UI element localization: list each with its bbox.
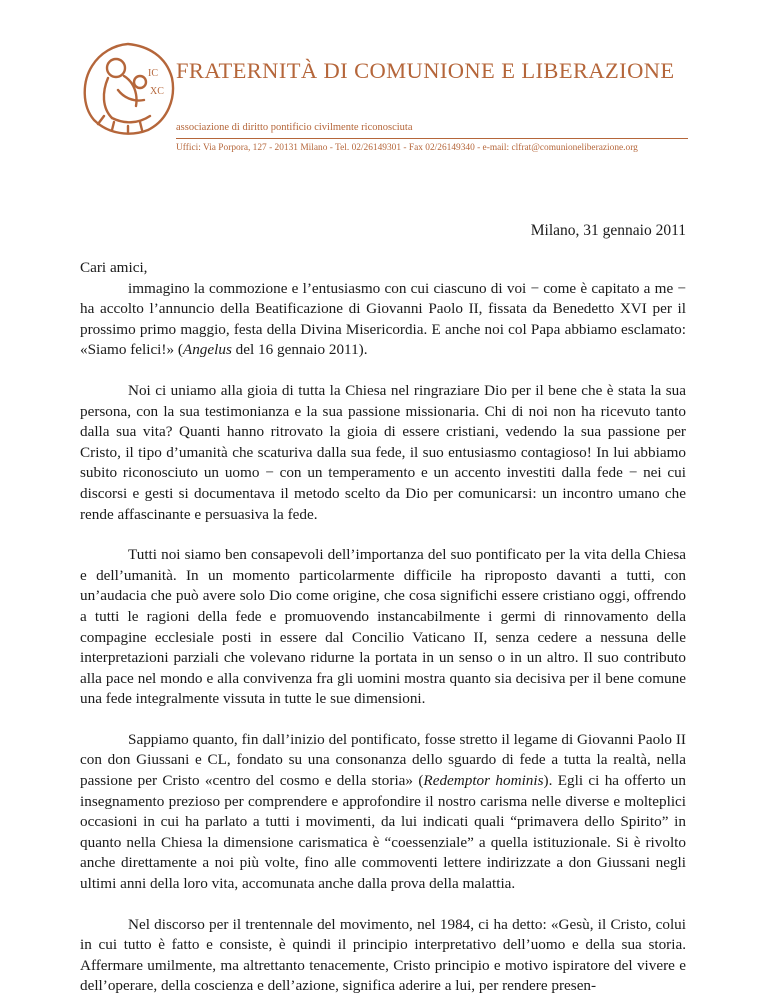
paragraph-2: Noi ci uniamo alla gioia di tutta la Chiesa nel ringraziare Dio per il bene che è stata la sua persona, con la sua testimonianza e la sua passione missionaria. Chi di noi non ha ricevuto tanto dalla sua vita? Quanti hanno ritrovato la gioia di essere cristiani, vedendo la sua passione per Cristo, il tipo d’umanità che scaturiva dalla sua fede, il suo entusiasmo contagioso! In lui abbiamo subito riconosciuto un uomo − con un temperamento e un accento investiti dalla fede − nei cui discorsi e gesti si documentava il metodo scelto da Dio per comunicarsi: un incontro umano che rende affascinante e persuasiva la fede. [80,381,686,523]
paragraph-4-text-end: ). Egli ci ha offerto un insegnamento prezioso per comprendere e approfondire il nostro carisma nelle diverse e molteplici occasioni in cui ha parlato a tutti i movimenti, da lui indicati quali “primavera dello Spirito” in quanto nella Chiesa la dimensione carismatica è “coessenziale” a quella istituzionale. Si è rivolto anche direttamente a noi più volte, fino alle commoventi lettere indirizzate a don Giussani negli ultimi anni della loro vita, accomunata anche dalla prova della malattia. [80,772,686,893]
header-divider [176,138,688,139]
organization-name: FRATERNITÀ DI COMUNIONE E LIBERAZIONE [176,58,675,83]
paragraph-4-citation: Redemptor hominis [423,772,544,790]
paragraph-4-text: Sappiamo quanto, fin dall’inizio del pontificato, fosse stretto il legame di Giovanni Paolo II con don Giussani e CL, fondato su una consonanza dello sguardo di fede a tutta la realtà, nella passione per Cristo «centro del cosmo e della storia» ( [80,730,686,790]
paragraph-4 [80,730,686,895]
organization-subtitle: associazione di diritto pontificio civilmente riconosciuta [176,122,413,133]
paragraph-1-text-end: del 16 gennaio 2011). [231,341,368,359]
contact-line: Uffici: Via Porpora, 127 - 20131 Milano - Tel. 02/26149301 - Fax 02/26149340 - e-mail: clfrat@comunioneliberazione.org [176,143,638,153]
svg-text:IC: IC [148,68,158,79]
paragraph-5: Nel discorso per il trentennale del movimento, nel 1984, ci ha detto: «Gesù, il Cristo, colui in cui tutto è fatto e consiste, è quindi il principio interpretativo dell’uomo e della sua storia. Affermare umilmente, ma altrettanto tenacemente, Cristo principio e motivo ispiratore del vivere e dell’operare, della coscienza e dell’azione, significa aderire a lui, per rendere presen- [80,915,686,995]
paragraph-3: Tutti noi siamo ben consapevoli dell’importanza del suo pontificato per la vita della Chiesa e dell’umanità. In un momento particolarmente difficile ha riproposto davanti a tutti, con un’audacia che può avere solo Dio come origine, che cosa significhi essere cristiano oggi, offrendo a tutti le ragioni della fede e promuovendo instancabilmente i germi di rinnovamento della compagine ecclesiale posti in essere dal Concilio Vaticano II, senza cedere a nessuna delle interpretazioni parziali che volevano ridurne la portata in un senso o in un altro. Il suo contributo alla pace nel mondo e alla convivenza fra gli uomini mostra quanto sia decisiva per il bene comune una fede integralmente vissuta in tutte le sue dimensioni. [80,546,686,708]
paragraph-1-text: immagino la commozione e l’entusiasmo con cui ciascuno di voi − come è capitato a me − ha accolto l’annuncio della Beatificazione di Giovanni Paolo II, fissata da Benedetto XVI per il prossimo primo maggio, festa della Divina Misericordia. E anche noi col Papa abbiamo esclamato: «Siamo felici!» ( [80,279,686,359]
svg-text:XC: XC [150,86,164,97]
letter-date: Milano, 31 gennaio 2011 [530,222,686,239]
paragraph-1 [80,258,686,361]
salutation: Cari amici, [80,259,148,276]
letter-body [80,258,686,997]
paragraph-1-citation: Angelus [182,341,232,359]
madonna-with-child-seal-icon [78,38,178,138]
